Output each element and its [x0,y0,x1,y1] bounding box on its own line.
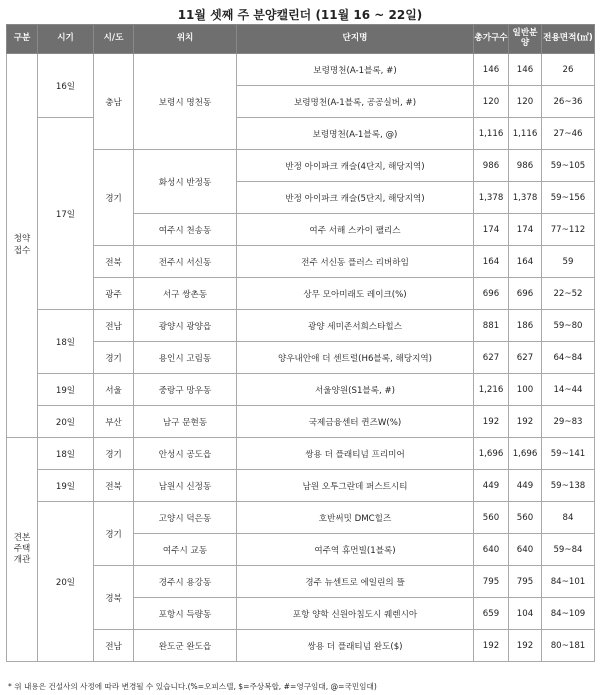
table-row [7,54,595,86]
general-units: 986 [509,150,542,182]
total-units: 174 [474,214,509,246]
area-range: 59~138 [542,470,595,502]
table-row [7,566,595,598]
area-range: 59~141 [542,438,595,470]
complex-name: 보령명천(A-1블록, #) [237,54,474,86]
calendar-title: 11월 셋째 주 분양캘린더 (11월 16 ~ 22일) [177,8,423,22]
complex-name: 여주 서해 스카이 팰리스 [237,214,474,246]
location-cell: 용인시 고림동 [134,342,237,374]
location-cell: 보령시 명천동 [134,54,237,150]
area-range: 84 [542,502,595,534]
header-total: 총가구수 [474,25,509,54]
total-units: 696 [474,278,509,310]
region-cell: 경기 [94,438,134,470]
total-units: 192 [474,630,509,662]
general-units: 120 [509,86,542,118]
region-cell: 전북 [94,470,134,502]
date-cell: 18일 [38,438,94,470]
region-cell: 경기 [94,342,134,374]
complex-name: 보령명천(A-1블록, 공공실버, #) [237,86,474,118]
header-row [7,25,595,54]
complex-name: 양우내안애 더 센트럴(H6블록, 해당지역) [237,342,474,374]
header-area: 전용면적(㎡) [542,25,595,54]
area-range: 14~44 [542,374,595,406]
total-units: 146 [474,54,509,86]
table-row [7,502,595,534]
location-cell: 포항시 득량동 [134,598,237,630]
table-row [7,406,595,438]
general-units: 100 [509,374,542,406]
table-row [7,246,595,278]
region-cell: 광주 [94,278,134,310]
general-units: 1,116 [509,118,542,150]
location-cell: 완도군 완도읍 [134,630,237,662]
total-units: 120 [474,86,509,118]
general-units: 104 [509,598,542,630]
location-cell: 여주시 교동 [134,534,237,566]
location-cell: 경주시 용강동 [134,566,237,598]
complex-name: 반정 아이파크 캐슬(5단지, 해당지역) [237,182,474,214]
total-units: 1,116 [474,118,509,150]
region-cell: 충남 [94,54,134,150]
header-region: 시/도 [94,25,134,54]
total-units: 1,696 [474,438,509,470]
area-range: 26 [542,54,595,86]
complex-name: 상무 모아미래도 레이크(%) [237,278,474,310]
general-units: 449 [509,470,542,502]
complex-name: 남원 오투그란데 퍼스트시티 [237,470,474,502]
location-cell: 서구 쌍촌동 [134,278,237,310]
complex-name: 포항 양학 신원아침도시 퀘렌시아 [237,598,474,630]
area-range: 80~181 [542,630,595,662]
region-cell: 서울 [94,374,134,406]
footnote: * 위 내용은 건설사의 사정에 따라 변경될 수 있습니다.(%=오피스텔, $=주상복합, #=영구임대, @=국민임대) [8,682,377,691]
region-cell: 경기 [94,150,134,246]
total-units: 1,216 [474,374,509,406]
area-range: 29~83 [542,406,595,438]
location-cell: 전주시 서신동 [134,246,237,278]
area-range: 84~101 [542,566,595,598]
region-cell: 경북 [94,566,134,630]
area-range: 64~84 [542,342,595,374]
total-units: 627 [474,342,509,374]
location-cell: 중랑구 망우동 [134,374,237,406]
general-units: 186 [509,310,542,342]
area-range: 77~112 [542,214,595,246]
area-range: 27~46 [542,118,595,150]
region-cell: 전남 [94,310,134,342]
complex-name: 광양 세미존서희스타힐스 [237,310,474,342]
complex-name: 국제금융센터 퀸즈W(%) [237,406,474,438]
header-general: 일반분양 [509,25,542,54]
location-cell: 화성시 반정동 [134,150,237,214]
area-range: 59~105 [542,150,595,182]
region-cell: 전남 [94,630,134,662]
complex-name: 쌍용 더 플래티넘 프리미어 [237,438,474,470]
area-range: 59~156 [542,182,595,214]
total-units: 449 [474,470,509,502]
section-subscription: 청약접수 [7,54,38,438]
total-units: 795 [474,566,509,598]
region-cell: 부산 [94,406,134,438]
total-units: 560 [474,502,509,534]
general-units: 192 [509,406,542,438]
total-units: 640 [474,534,509,566]
complex-name: 전주 서신동 플러스 리버하임 [237,246,474,278]
header-complex: 단지명 [237,25,474,54]
general-units: 1,696 [509,438,542,470]
general-units: 1,378 [509,182,542,214]
total-units: 164 [474,246,509,278]
general-units: 696 [509,278,542,310]
location-cell: 남원시 신정동 [134,470,237,502]
table-row [7,438,595,470]
table-row [7,342,595,374]
general-units: 640 [509,534,542,566]
general-units: 627 [509,342,542,374]
total-units: 986 [474,150,509,182]
location-cell: 여주시 천송동 [134,214,237,246]
header-location: 위치 [134,25,237,54]
total-units: 192 [474,406,509,438]
table-row [7,630,595,662]
area-range: 59 [542,246,595,278]
complex-name: 반정 아이파크 캐슬(4단지, 해당지역) [237,150,474,182]
date-cell: 20일 [38,406,94,438]
date-cell: 20일 [38,502,94,662]
complex-name: 경주 뉴센트로 에일린의 뜰 [237,566,474,598]
total-units: 881 [474,310,509,342]
section-model-house: 견본주택개관 [7,438,38,662]
table-row [7,278,595,310]
header-type: 구분 [7,25,38,54]
date-cell: 17일 [38,118,94,310]
location-cell: 고양시 덕은동 [134,502,237,534]
general-units: 192 [509,630,542,662]
schedule-table [6,24,595,662]
general-units: 560 [509,502,542,534]
general-units: 164 [509,246,542,278]
area-range: 59~80 [542,310,595,342]
region-cell: 전북 [94,246,134,278]
general-units: 146 [509,54,542,86]
header-date: 시기 [38,25,94,54]
location-cell: 남구 문현동 [134,406,237,438]
location-cell: 안성시 공도읍 [134,438,237,470]
general-units: 174 [509,214,542,246]
location-cell: 광양시 광양읍 [134,310,237,342]
total-units: 659 [474,598,509,630]
table-row [7,150,595,182]
complex-name: 보령명천(A-1블록, @) [237,118,474,150]
date-cell: 19일 [38,374,94,406]
complex-name: 호반써밋 DMC힐즈 [237,502,474,534]
table-row [7,310,595,342]
table-row [7,374,595,406]
complex-name: 쌍용 더 플래티넘 완도($) [237,630,474,662]
complex-name: 여주역 휴먼빌(1블록) [237,534,474,566]
area-range: 22~52 [542,278,595,310]
total-units: 1,378 [474,182,509,214]
table-row [7,470,595,502]
date-cell: 18일 [38,310,94,374]
date-cell: 16일 [38,54,94,118]
region-cell: 경기 [94,502,134,566]
area-range: 84~109 [542,598,595,630]
general-units: 795 [509,566,542,598]
complex-name: 서울양원(S1블록, #) [237,374,474,406]
area-range: 26~36 [542,86,595,118]
area-range: 59~84 [542,534,595,566]
date-cell: 19일 [38,470,94,502]
